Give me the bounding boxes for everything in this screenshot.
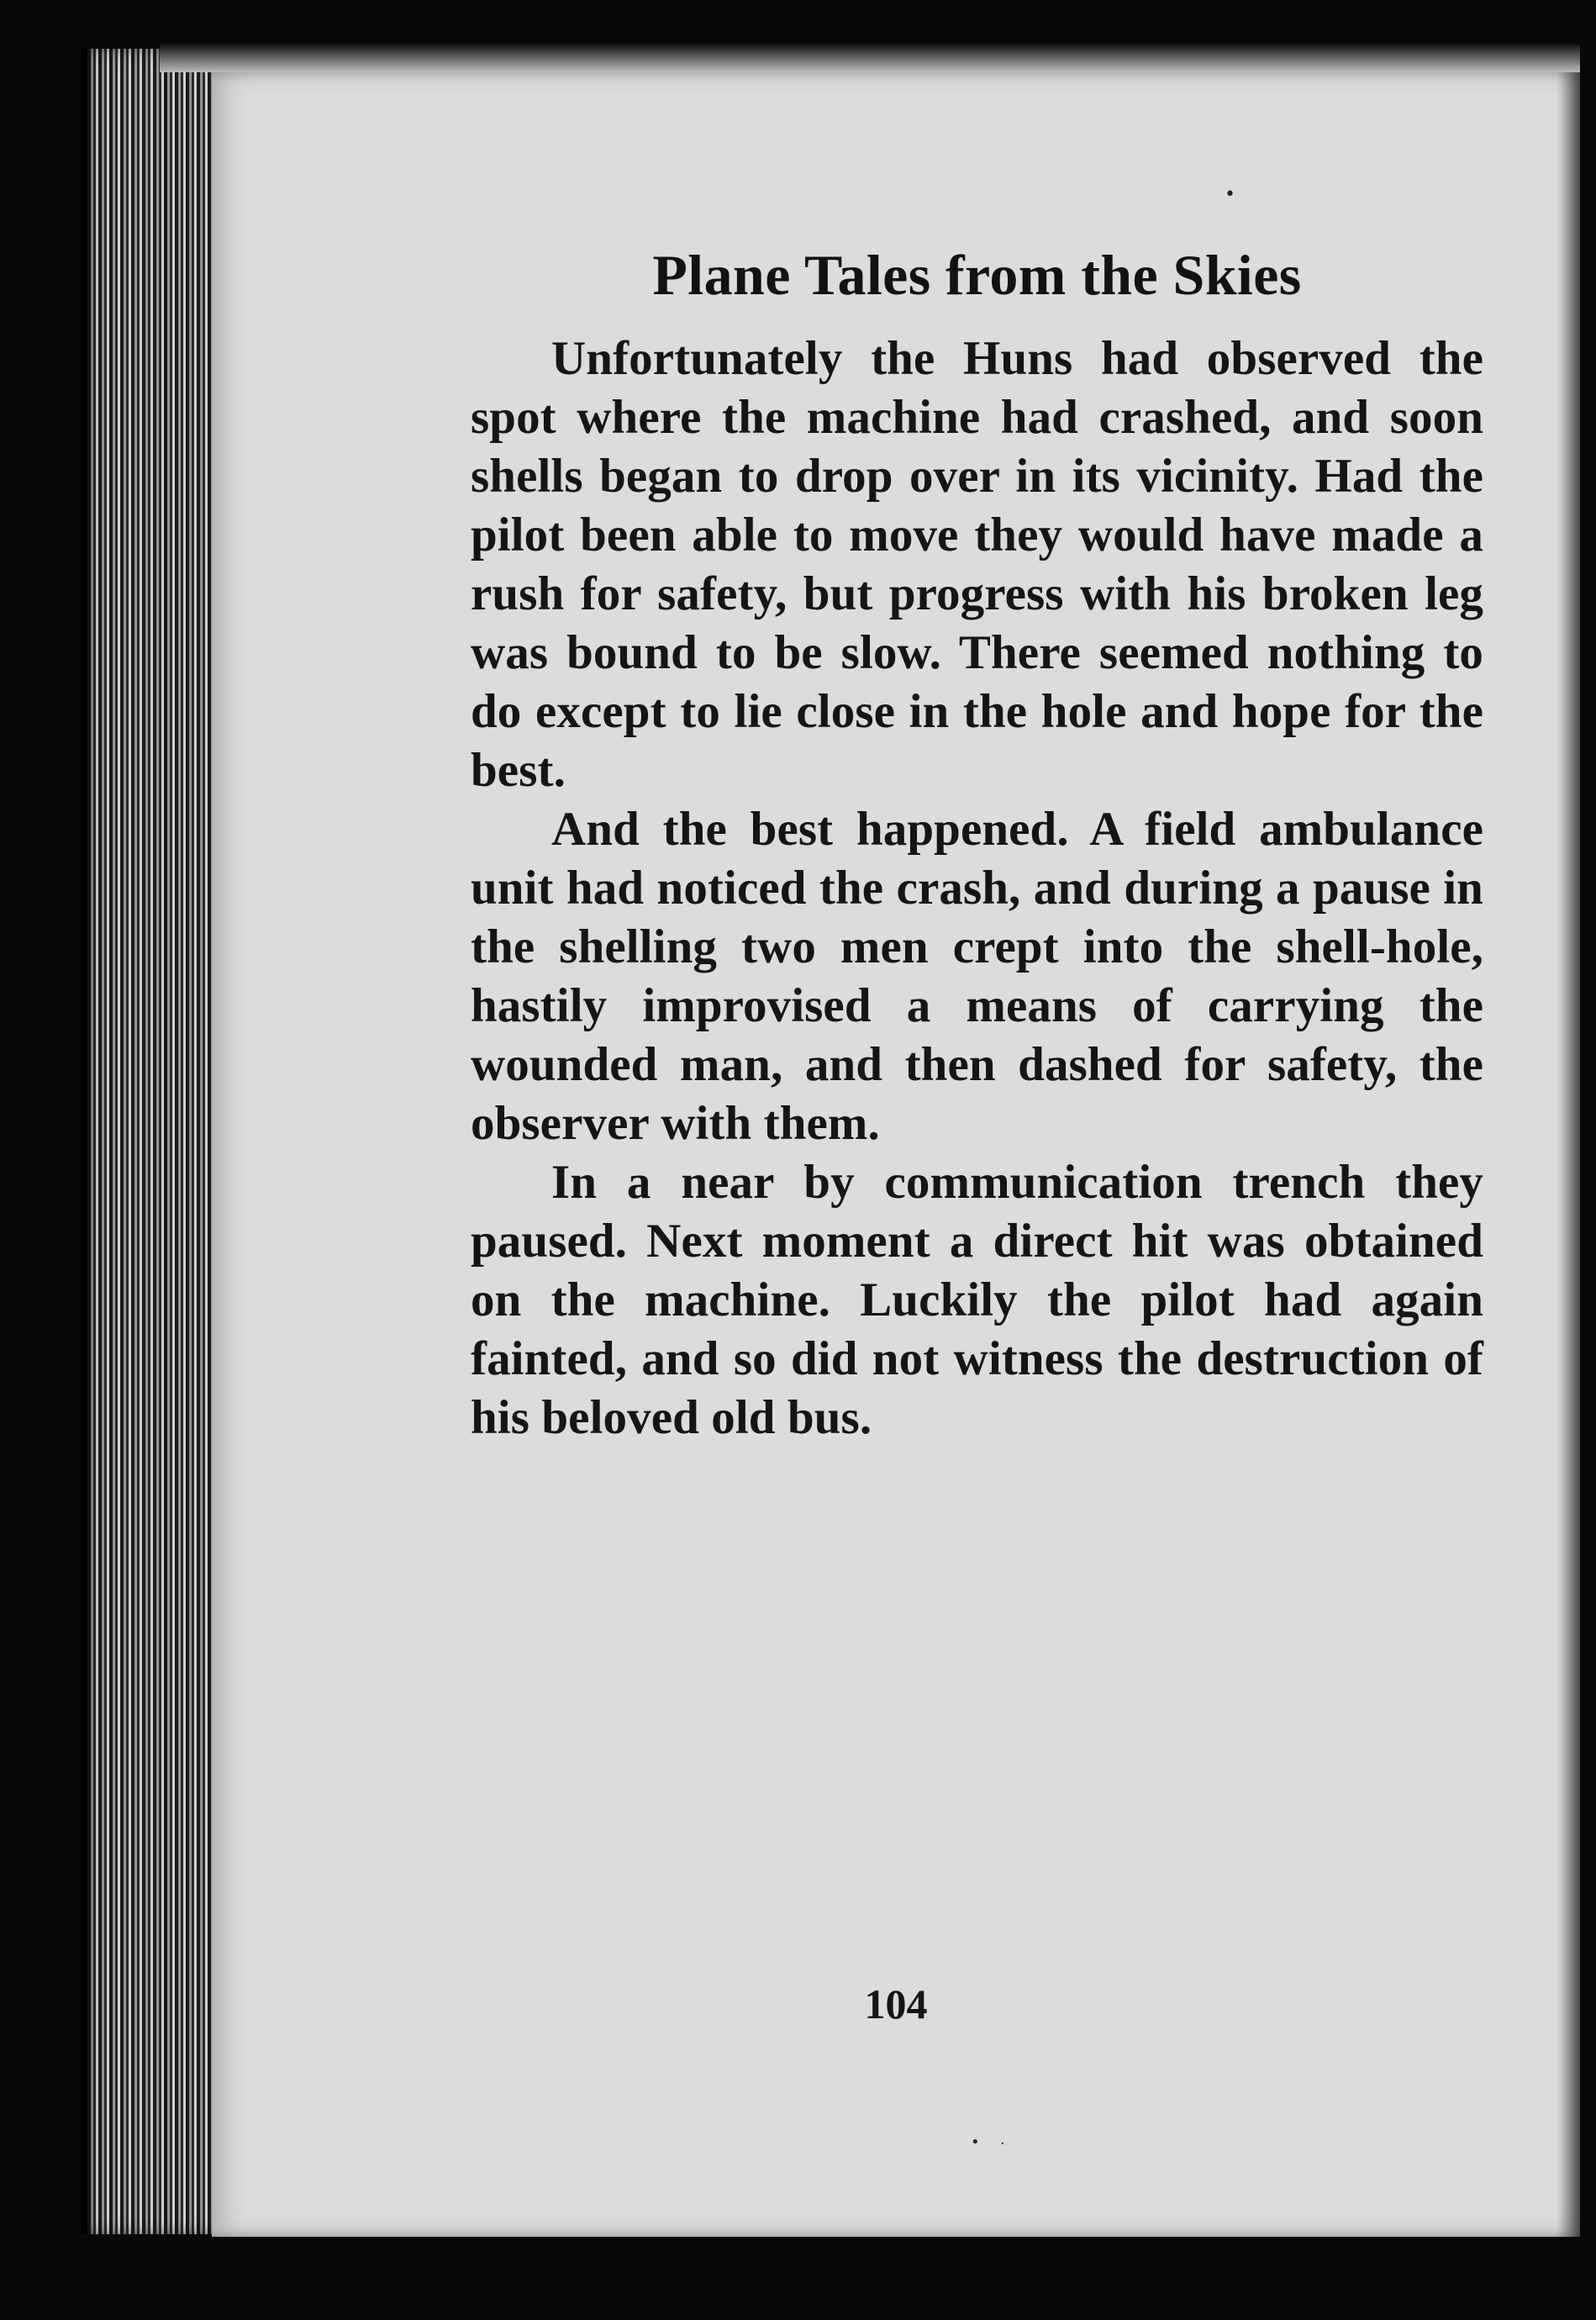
top-print-speck: • xyxy=(1225,184,1235,205)
page-right-shadow xyxy=(1556,72,1580,2237)
page-number: 104 xyxy=(864,1980,928,2027)
paragraph-2: And the best happened. A field ambulance unit had noticed the crash, and during a pause in the shelling two men crept into the shell-hole, hastily improvised a means of carrying the wounded man, and then dashed for safety, the observer with them. xyxy=(471,803,1483,1150)
paragraph-1: Unfortunately the Huns had observed the spot where the machine had crashed, and soon shells began to drop over in its vicinity. Had the pilot been able to move they would have made a rush for safety, but progress with his broken leg was bound to be slow. There seemed nothing to do except to lie close in the hole and hope for the best. xyxy=(471,332,1483,797)
paragraph-3: In a near by communication trench they paused. Next moment a direct hit was obtained on the machine. Luckily the pilot had again fainted, and so did not witness the destruction of his beloved old bus. xyxy=(471,1156,1483,1444)
book-page-edges xyxy=(81,49,230,2234)
running-head: Plane Tales from the Skies xyxy=(652,243,1302,307)
book-page xyxy=(212,72,1580,2237)
top-page-edge xyxy=(160,44,1580,72)
bottom-print-speck-right: · xyxy=(1000,2135,1005,2153)
bottom-print-speck-left: • xyxy=(971,2133,980,2151)
page-content xyxy=(471,237,1483,1447)
